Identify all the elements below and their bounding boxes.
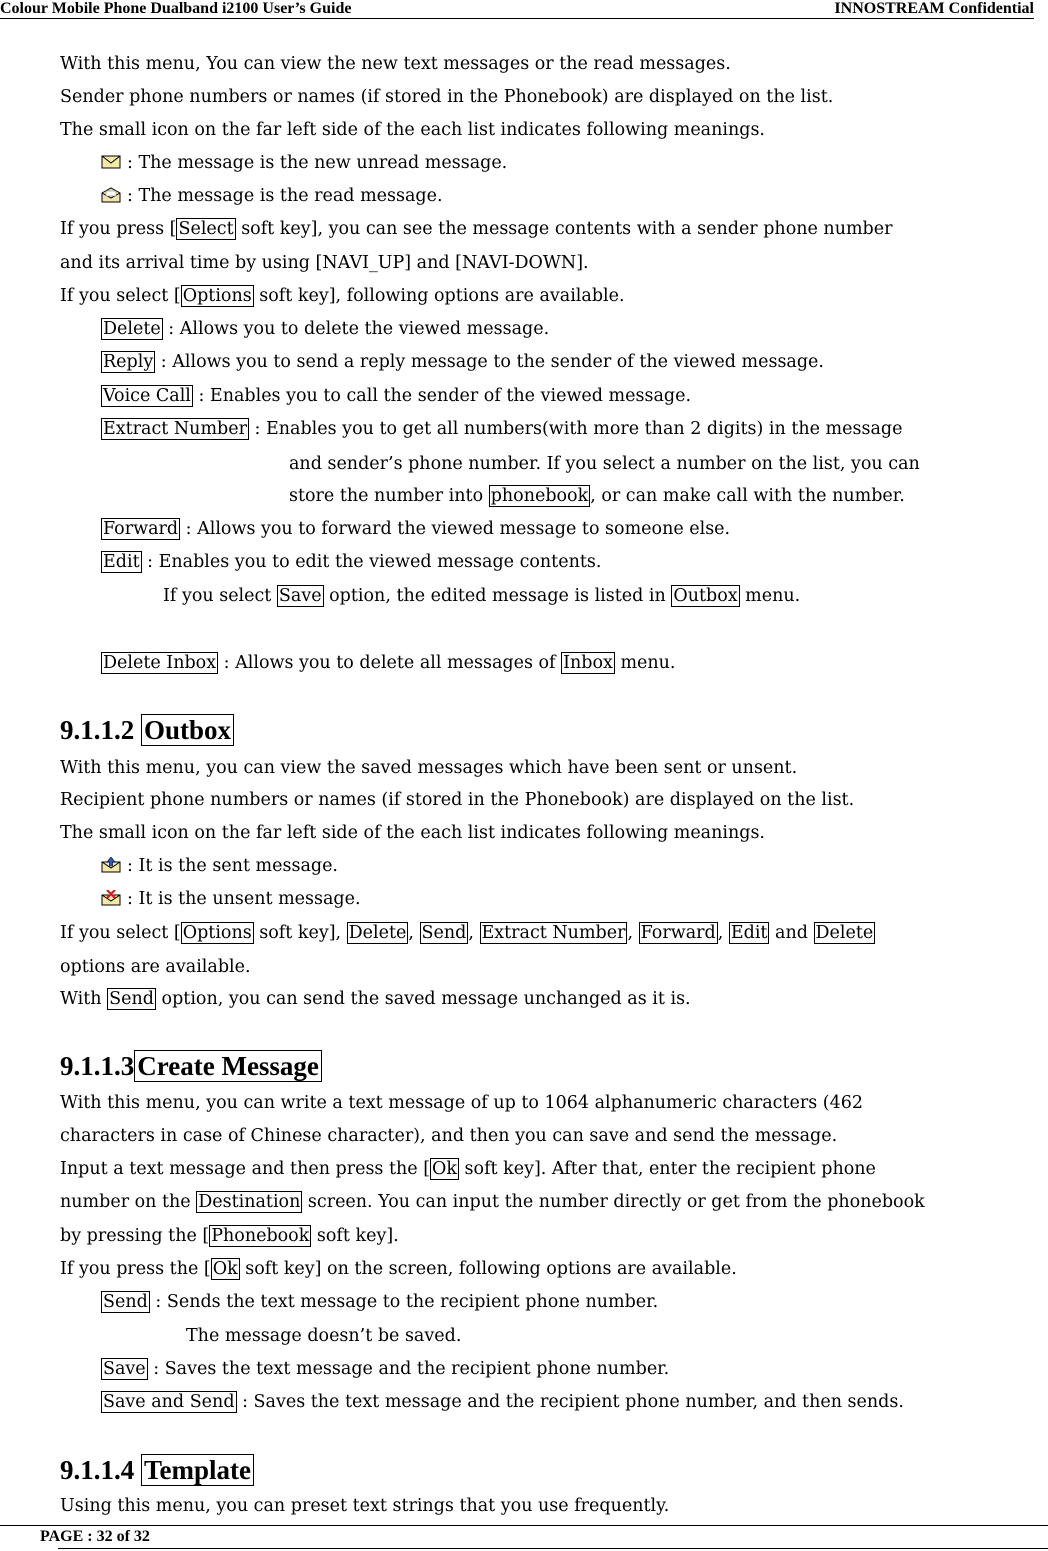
- paragraph: Input a text message and then press the [ Ok soft key]. After that, enter the recipient phone: [60, 1159, 876, 1179]
- option-forward: Forward : Allows you to forward the viewed message to someone else.: [103, 519, 731, 539]
- option-edit: Edit : Enables you to edit the viewed message contents.: [103, 552, 602, 572]
- envelope-sent-icon: [101, 857, 121, 873]
- paragraph: If you select [ Options soft key], following options are available.: [60, 286, 625, 306]
- legend-item-new: : The message is the new unread message.: [101, 151, 507, 175]
- section-heading-outbox: 9.1.1.2 Outbox: [60, 712, 234, 748]
- page-number: PAGE : 32 of 32: [40, 1528, 150, 1545]
- section-heading-template: 9.1.1.4 Template: [60, 1452, 254, 1488]
- footer-rule: [58, 1548, 1048, 1549]
- option-extract-number: Extract Number : Enables you to get all numbers(with more than 2 digits) in the message: [103, 419, 903, 439]
- paragraph: store the number into phonebook , or can make call with the number.: [289, 486, 905, 506]
- paragraph: If you select Save option, the edited message is listed in Outbox menu.: [163, 586, 801, 606]
- option-delete: Delete : Allows you to delete the viewed message.: [103, 319, 550, 339]
- paragraph: and sender’s phone number. If you select a number on the list, you can: [289, 454, 920, 474]
- paragraph: The small icon on the far left side of the each list indicates following meanings.: [60, 120, 765, 140]
- paragraph: Sender phone numbers or names (if stored in the Phonebook) are displayed on the list.: [60, 87, 834, 107]
- paragraph: options are available.: [60, 957, 251, 977]
- paragraph: The message doesn’t be saved.: [186, 1326, 462, 1346]
- paragraph: by pressing the [ Phonebook soft key].: [60, 1226, 399, 1246]
- options-key: Options: [182, 286, 252, 306]
- envelope-unsent-icon: [101, 890, 121, 906]
- envelope-read-icon: [101, 187, 121, 203]
- paragraph: characters in case of Chinese character), and then you can save and send the message.: [60, 1126, 838, 1146]
- paragraph: Recipient phone numbers or names (if stored in the Phonebook) are displayed on the list.: [60, 790, 855, 810]
- option-reply: Reply : Allows you to send a reply message to the sender of the viewed message.: [103, 352, 824, 372]
- envelope-unread-icon: [101, 154, 121, 170]
- header-confidential: INNOSTREAM Confidential: [834, 0, 1034, 17]
- paragraph: number on the Destination screen. You can input the number directly or get from the phonebook: [60, 1192, 925, 1212]
- option-save-and-send: Save and Send : Saves the text message and the recipient phone number, and then sends.: [103, 1392, 904, 1412]
- legend-item-unsent: : It is the unsent message.: [101, 887, 361, 911]
- paragraph: If you select [ Options soft key], Delete , Send , Extract Number , Forward , Edit and Delete: [60, 923, 874, 943]
- option-save: Save : Saves the text message and the recipient phone number.: [103, 1359, 670, 1379]
- paragraph: Using this menu, you can preset text strings that you use frequently.: [60, 1496, 670, 1516]
- paragraph: With Send option, you can send the saved message unchanged as it is.: [60, 989, 691, 1009]
- phonebook-key: phonebook: [490, 486, 589, 506]
- option-delete-inbox: Delete Inbox : Allows you to delete all messages of Inbox menu.: [103, 653, 676, 673]
- paragraph: If you press [ Select soft key], you can see the message contents with a sender phone number: [60, 219, 893, 239]
- paragraph: If you press the [ Ok soft key] on the screen, following options are available.: [60, 1259, 737, 1279]
- legend-item-sent: : It is the sent message.: [101, 854, 338, 878]
- paragraph: With this menu, you can view the saved messages which have been sent or unsent.: [60, 758, 798, 778]
- option-voice-call: Voice Call : Enables you to call the sender of the viewed message.: [103, 386, 692, 406]
- select-key: Select: [178, 219, 234, 239]
- section-heading-create-message: 9.1.1.3 Create Message: [60, 1048, 322, 1084]
- paragraph: and its arrival time by using [NAVI_UP] and [NAVI-DOWN].: [60, 253, 589, 273]
- paragraph: With this menu, you can write a text message of up to 1064 alphanumeric characters (462: [60, 1093, 863, 1113]
- option-send: Send : Sends the text message to the recipient phone number.: [103, 1292, 659, 1312]
- page-footer: [0, 1525, 1048, 1545]
- legend-item-read: : The message is the read message.: [101, 184, 443, 208]
- paragraph: The small icon on the far left side of the each list indicates following meanings.: [60, 823, 765, 843]
- page-header: [0, 0, 1034, 19]
- header-title: Colour Mobile Phone Dualband i2100 User’s Guide: [0, 0, 352, 17]
- paragraph: With this menu, You can view the new text messages or the read messages.: [60, 54, 731, 74]
